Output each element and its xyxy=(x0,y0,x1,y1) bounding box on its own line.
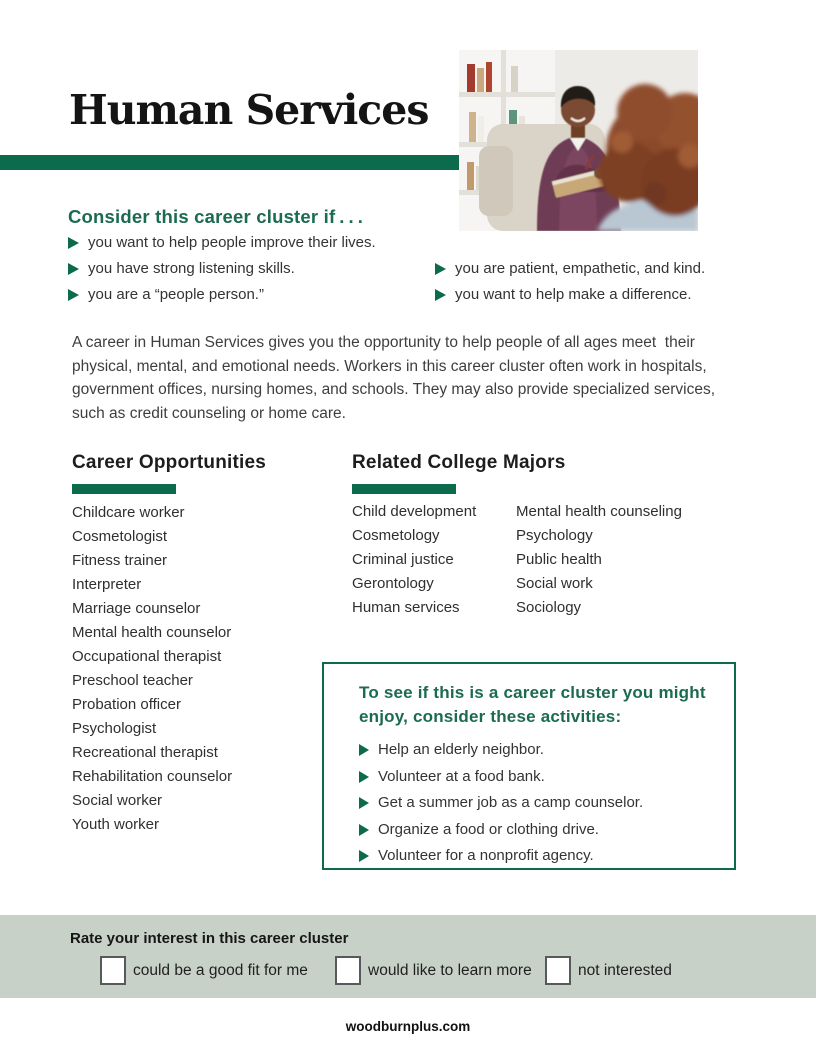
bullet-triangle-icon xyxy=(359,744,369,756)
major-item: Social work xyxy=(516,575,593,592)
majors-column-1 xyxy=(352,503,476,623)
good-fit-checkbox[interactable] xyxy=(100,956,126,985)
footer-url: woodburnplus.com xyxy=(345,1019,471,1034)
consider-bullets-left xyxy=(68,234,376,312)
bullet-text: you have strong listening skills. xyxy=(88,260,295,277)
bullet-text: Help an elderly neighbor. xyxy=(378,741,544,758)
careers-heading: Career Opportunities xyxy=(72,452,267,473)
activities-box xyxy=(322,662,736,870)
career-item: Cosmetologist xyxy=(72,528,168,545)
rating-option-learn-more xyxy=(335,956,532,985)
major-item: Mental health counseling xyxy=(516,503,682,520)
major-item: Criminal justice xyxy=(352,551,454,568)
bullet-text: you are patient, empathetic, and kind. xyxy=(455,260,706,277)
bullet-triangle-icon xyxy=(359,771,369,783)
activity-item xyxy=(359,821,712,848)
bullet-text: Volunteer at a food bank. xyxy=(378,767,545,785)
learn-more-label: would like to learn more xyxy=(368,961,532,979)
bullet-triangle-icon xyxy=(359,797,369,809)
bullet-text: you are a “people person.” xyxy=(88,286,264,303)
activity-item xyxy=(359,794,712,821)
career-item: Interpreter xyxy=(72,576,142,593)
major-item: Psychology xyxy=(516,527,593,544)
major-item: Human services xyxy=(352,599,460,616)
intro-paragraph: A career in Human Services gives you the opportunity to help people of all ages meet their physical, mental, and emotional needs. Workers in this career cluster often work in hospitals, government offices, nursing homes, and schools. They may also provide specialized services, such as credit counseling or home care. xyxy=(72,334,720,422)
bullet-text: you want to help people improve their lives. xyxy=(88,234,376,251)
bullet-triangle-icon xyxy=(68,263,79,275)
consider-bullets-right xyxy=(435,260,705,312)
bullet-triangle-icon xyxy=(359,824,369,836)
career-item: Occupational therapist xyxy=(72,648,222,665)
majors-heading: Related College Majors xyxy=(352,452,566,473)
bullet-text: Get a summer job as a camp counselor. xyxy=(378,794,644,811)
major-item: Public health xyxy=(516,551,602,568)
career-item: Rehabilitation counselor xyxy=(72,768,233,785)
bullet-text: you want to help make a difference. xyxy=(455,286,692,303)
consider-bullet xyxy=(68,234,376,260)
careers-list xyxy=(72,504,232,840)
major-item: Child development xyxy=(352,503,477,520)
bullet-triangle-icon xyxy=(435,289,446,301)
not-interested-label: not interested xyxy=(578,961,672,979)
counseling-photo xyxy=(459,50,698,231)
bullet-text: Volunteer for a nonprofit agency. xyxy=(378,847,594,864)
counseling-photo-illustration xyxy=(459,50,698,231)
career-item: Childcare worker xyxy=(72,504,185,521)
career-item: Preschool teacher xyxy=(72,672,193,689)
consider-bullet xyxy=(435,286,705,312)
major-item: Sociology xyxy=(516,599,582,616)
title-accent-bar xyxy=(0,155,459,170)
rating-option-not-interested xyxy=(545,956,672,985)
activity-item xyxy=(359,741,712,768)
career-item: Mental health counselor xyxy=(72,624,232,641)
bullet-triangle-icon xyxy=(435,263,446,275)
bullet-text: Organize a food or clothing drive. xyxy=(378,820,599,838)
career-item: Marriage counselor xyxy=(72,600,201,617)
bullet-triangle-icon xyxy=(68,237,79,249)
not-interested-checkbox[interactable] xyxy=(545,956,571,985)
career-item: Probation officer xyxy=(72,696,181,713)
consider-bullet xyxy=(435,260,705,286)
activities-heading: To see if this is a career cluster you might enjoy, consider these activities: xyxy=(359,683,706,726)
activities-list xyxy=(359,741,712,874)
career-item: Social worker xyxy=(72,792,163,809)
bullet-triangle-icon xyxy=(68,289,79,301)
rating-heading: Rate your interest in this career cluster xyxy=(70,930,349,947)
career-item: Recreational therapist xyxy=(72,744,218,761)
consider-bullet xyxy=(68,286,376,312)
activity-item xyxy=(359,768,712,795)
career-item: Fitness trainer xyxy=(72,552,168,569)
consider-bullet xyxy=(68,260,376,286)
bullet-triangle-icon xyxy=(359,850,369,862)
learn-more-checkbox[interactable] xyxy=(335,956,361,985)
majors-accent-rule xyxy=(352,484,456,494)
consider-heading: Consider this career cluster if . . . xyxy=(68,206,364,227)
major-item: Cosmetology xyxy=(352,527,440,544)
careers-accent-rule xyxy=(72,484,176,494)
rating-option-good-fit xyxy=(100,956,308,985)
page-title: Human Services xyxy=(69,86,429,134)
majors-column-2 xyxy=(516,503,682,623)
good-fit-label: could be a good fit for me xyxy=(133,961,308,979)
activity-item xyxy=(359,847,712,874)
career-item: Psychologist xyxy=(72,720,157,737)
career-item: Youth worker xyxy=(72,816,159,833)
major-item: Gerontology xyxy=(352,575,434,592)
